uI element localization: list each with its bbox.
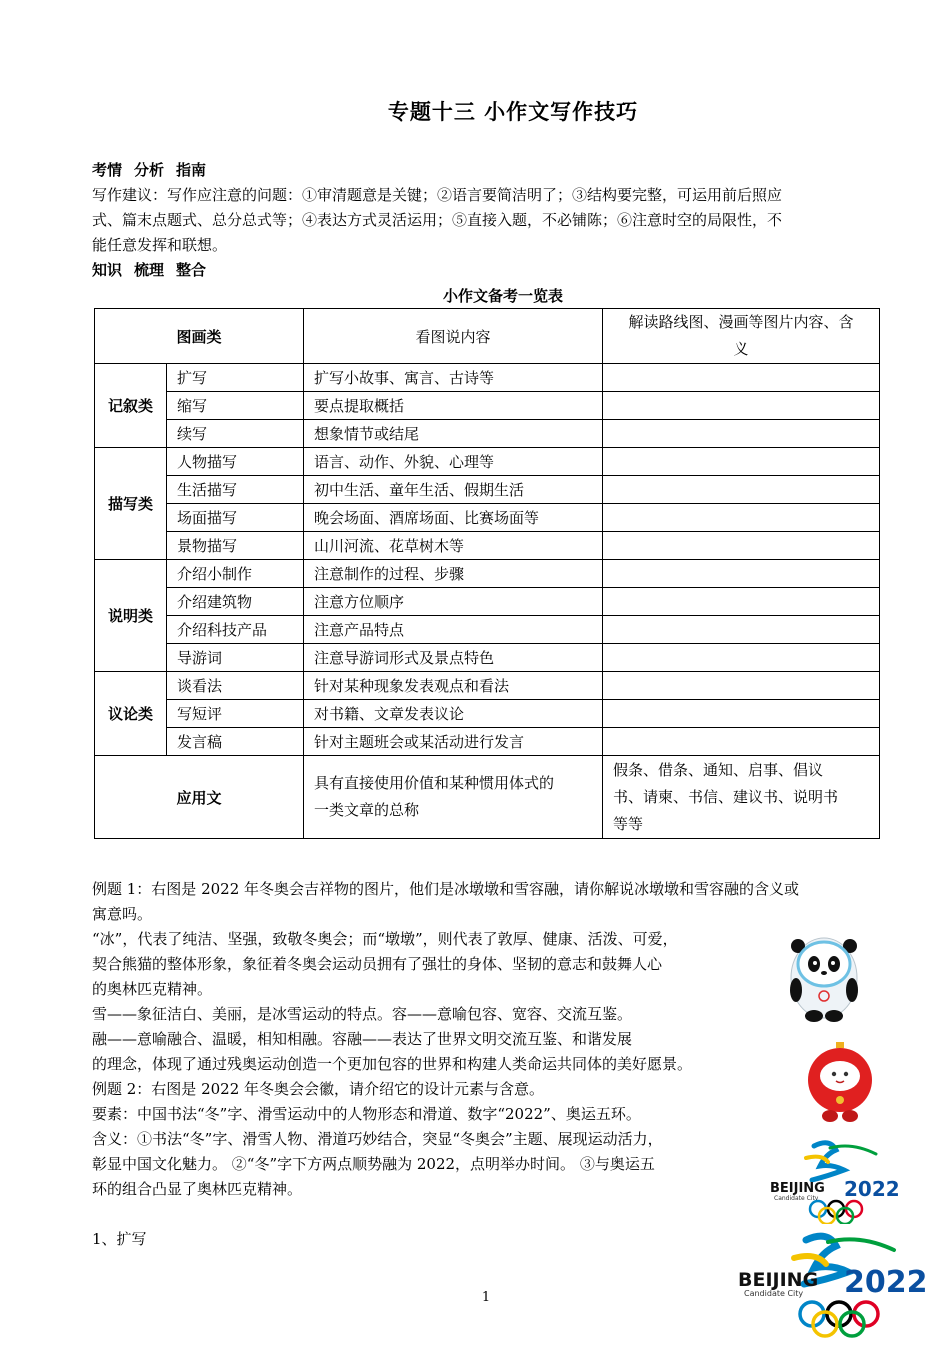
group-cell: 记叙类 xyxy=(95,364,167,448)
section-heading-1 xyxy=(92,161,218,179)
heading-word: 考情 xyxy=(92,161,123,179)
beijing-2022-emblem-small xyxy=(766,1136,910,1224)
type-cell: 生活描写 xyxy=(167,476,304,504)
shuey-rhon-rhon-mascot xyxy=(804,1040,876,1124)
type-cell: 缩写 xyxy=(167,392,304,420)
table-row xyxy=(95,392,880,420)
heading-word: 梳理 xyxy=(134,261,165,279)
example1-question: 寓意吗。 xyxy=(92,905,153,923)
heading-word: 整合 xyxy=(176,261,207,279)
empty-cell xyxy=(603,672,880,700)
table-row xyxy=(95,532,880,560)
content-cell: 针对某种现象发表观点和看法 xyxy=(304,672,603,700)
example1-question: 例题 1：右图是 2022 年冬奥会吉祥物的图片，他们是冰墩墩和雪容融，请你解说冰墩墩和雪容融的含义或 xyxy=(92,880,800,898)
content-cell: 对书籍、文章发表议论 xyxy=(304,700,603,728)
table-row xyxy=(95,728,880,756)
empty-cell xyxy=(603,392,880,420)
logo-subtitle-text: Candidate City xyxy=(744,1289,804,1298)
section-heading-2 xyxy=(92,261,218,279)
type-cell: 发言稿 xyxy=(167,728,304,756)
type-cell: 扩写 xyxy=(167,364,304,392)
logo-city-text: BEIJING xyxy=(770,1181,825,1196)
example2-question: 例题 2：右图是 2022 年冬奥会会徽，请介绍它的设计元素与含意。 xyxy=(92,1080,545,1098)
content-cell: 晚会场面、酒席场面、比赛场面等 xyxy=(304,504,603,532)
logo-year-text: 2022 xyxy=(844,1265,928,1300)
type-cell: 导游词 xyxy=(167,644,304,672)
content-cell: 想象情节或结尾 xyxy=(304,420,603,448)
logo-year-text: 2022 xyxy=(844,1177,900,1201)
advice-line: 式、篇末点题式、总分总式等；④表达方式灵活运用；⑤直接入题，不必铺陈；⑥注意时空的局限性，不 xyxy=(92,211,783,229)
type-cell: 写短评 xyxy=(167,700,304,728)
logo-subtitle-text: Candidate City xyxy=(774,1195,819,1202)
table-row xyxy=(95,420,880,448)
empty-cell xyxy=(603,364,880,392)
empty-cell xyxy=(603,532,880,560)
table-row xyxy=(95,588,880,616)
logo-city-text: BEIJING xyxy=(738,1269,819,1291)
empty-cell xyxy=(603,728,880,756)
table-caption: 小作文备考一览表 xyxy=(442,287,563,305)
group-cell: 描写类 xyxy=(95,448,167,560)
empty-cell xyxy=(603,616,880,644)
content-cell: 注意产品特点 xyxy=(304,616,603,644)
example2-line: 含义：①书法“冬”字、滑雪人物、滑道巧妙结合，突显“冬奥会”主题、展现运动活力， xyxy=(92,1130,663,1148)
table-row xyxy=(95,560,880,588)
table-row xyxy=(95,364,880,392)
group-cell: 议论类 xyxy=(95,672,167,756)
olympic-rings-small xyxy=(810,1201,862,1224)
table-row xyxy=(95,476,880,504)
type-cell: 谈看法 xyxy=(167,672,304,700)
table-row xyxy=(95,756,880,839)
heading-word: 知识 xyxy=(92,261,123,279)
page-title: 专题十三 小作文写作技巧 xyxy=(387,99,639,124)
empty-cell xyxy=(603,504,880,532)
empty-cell xyxy=(603,700,880,728)
page-number: 1 xyxy=(481,1290,491,1305)
empty-cell xyxy=(603,476,880,504)
table-row xyxy=(95,644,880,672)
empty-cell xyxy=(603,644,880,672)
table-header-row xyxy=(95,309,880,364)
table-row xyxy=(95,672,880,700)
content-cell: 针对主题班会或某活动进行发言 xyxy=(304,728,603,756)
content-cell: 注意导游词形式及景点特色 xyxy=(304,644,603,672)
empty-cell xyxy=(603,420,880,448)
table-row xyxy=(95,616,880,644)
example2-line: 彰显中国文化魅力。 ②“冬”字下方两点顺势融为 2022，点明举办时间。 ③与奥运五 xyxy=(92,1155,655,1173)
content-cell: 扩写小故事、寓言、古诗等 xyxy=(304,364,603,392)
content-cell: 注意方位顺序 xyxy=(304,588,603,616)
table-row xyxy=(95,448,880,476)
example1-line: 的理念，体现了通过残奥运动创造一个更加包容的世界和构建人类命运共同体的美好愿景。 xyxy=(92,1055,693,1073)
example2-line: 环的组合凸显了奥林匹克精神。 xyxy=(92,1180,303,1198)
content-cell: 语言、动作、外貌、心理等 xyxy=(304,448,603,476)
table-row xyxy=(95,700,880,728)
example1-line: “冰”，代表了纯洁、坚强，致敬冬奥会；而“墩墩”，则代表了敦厚、健康、活泼、可爱， xyxy=(92,930,678,948)
header-cell: 图画类 xyxy=(95,309,304,364)
content-cell: 要点提取概括 xyxy=(304,392,603,420)
example1-line: 的奥林匹克精神。 xyxy=(92,980,213,998)
empty-cell xyxy=(603,588,880,616)
group-cell: 应用文 xyxy=(95,756,304,839)
olympic-rings-large xyxy=(800,1302,878,1336)
type-cell: 续写 xyxy=(167,420,304,448)
content-cell: 具有直接使用价值和某种惯用体式的 一类文章的总称 xyxy=(304,756,603,839)
beijing-2022-emblem-large xyxy=(736,1228,946,1340)
content-cell: 注意制作的过程、步骤 xyxy=(304,560,603,588)
subheading-expand: 1、扩写 xyxy=(92,1230,147,1248)
empty-cell xyxy=(603,560,880,588)
type-cell: 人物描写 xyxy=(167,448,304,476)
content-cell: 初中生活、童年生活、假期生活 xyxy=(304,476,603,504)
type-cell: 介绍科技产品 xyxy=(167,616,304,644)
content-cell: 山川河流、花草树木等 xyxy=(304,532,603,560)
example1-line: 契合熊猫的整体形象，象征着冬奥会运动员拥有了强壮的身体、坚韧的意志和鼓舞人心 xyxy=(92,955,663,973)
example2-line: 要素：中国书法“冬”字、滑雪运动中的人物形态和滑道、数字“2022”、奥运五环。 xyxy=(92,1105,641,1123)
header-cell: 解读路线图、漫画等图片内容、含 义 xyxy=(603,309,880,364)
bing-dwen-dwen-mascot xyxy=(786,928,862,1024)
advice-line: 写作建议：写作应注意的问题：①审清题意是关键；②语言要简洁明了；③结构要完整，可运用前后照应 xyxy=(92,186,783,204)
reference-table xyxy=(94,308,880,839)
example1-line: 雪——象征洁白、美丽，是冰雪运动的特点。容——意喻包容、宽容、交流互鉴。 xyxy=(92,1005,633,1023)
example1-line: 融——意喻融合、温暖，相知相融。容融——表达了世界文明交流互鉴、和谐发展 xyxy=(92,1030,633,1048)
header-cell: 看图说内容 xyxy=(304,309,603,364)
advice-line: 能任意发挥和联想。 xyxy=(92,236,228,254)
heading-word: 指南 xyxy=(176,161,207,179)
type-cell: 景物描写 xyxy=(167,532,304,560)
empty-cell xyxy=(603,448,880,476)
content-cell: 假条、借条、通知、启事、倡议 书、请柬、书信、建议书、说明书 等等 xyxy=(603,756,880,839)
heading-word: 分析 xyxy=(134,161,165,179)
type-cell: 场面描写 xyxy=(167,504,304,532)
type-cell: 介绍建筑物 xyxy=(167,588,304,616)
table-row xyxy=(95,504,880,532)
type-cell: 介绍小制作 xyxy=(167,560,304,588)
group-cell: 说明类 xyxy=(95,560,167,672)
